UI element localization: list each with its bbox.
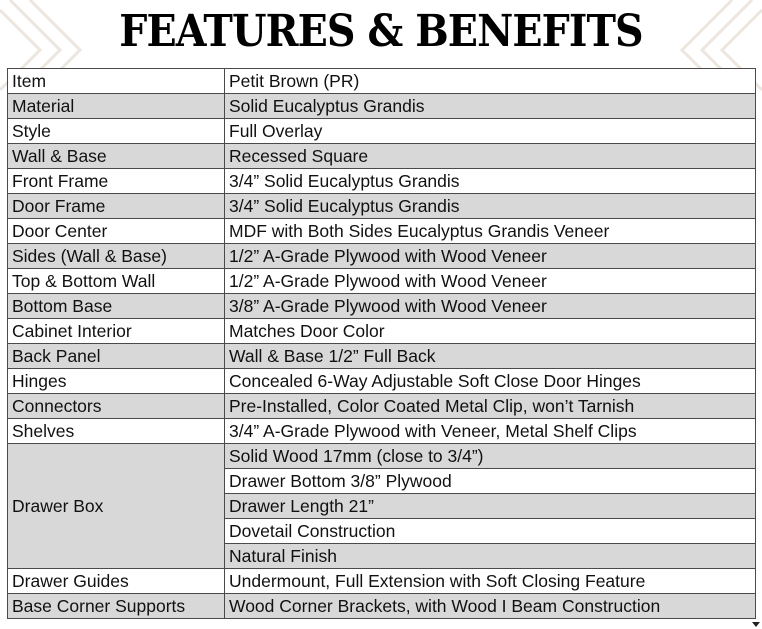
row-label: Hinges <box>8 369 225 394</box>
table-row <box>8 119 756 144</box>
table-row <box>8 219 756 244</box>
table-row <box>8 419 756 444</box>
row-value: 1/2” A-Grade Plywood with Wood Veneer <box>225 244 756 269</box>
table-row <box>8 594 756 619</box>
table-row <box>8 244 756 269</box>
row-value: Pre-Installed, Color Coated Metal Clip, won’t Tarnish <box>225 394 756 419</box>
row-value: 3/4” Solid Eucalyptus Grandis <box>225 169 756 194</box>
features-table <box>7 68 756 619</box>
row-value: 3/8” A-Grade Plywood with Wood Veneer <box>225 294 756 319</box>
row-value: Full Overlay <box>225 119 756 144</box>
table-row <box>8 319 756 344</box>
row-value: Drawer Bottom 3/8” Plywood <box>225 469 756 494</box>
row-label: Shelves <box>8 419 225 444</box>
table-row <box>8 344 756 369</box>
page-title: FEATURES & BENEFITS <box>119 6 643 57</box>
table-row <box>8 369 756 394</box>
table-row <box>8 169 756 194</box>
table-row <box>8 394 756 419</box>
row-label: Style <box>8 119 225 144</box>
row-value: Solid Eucalyptus Grandis <box>225 94 756 119</box>
row-value: Solid Wood 17mm (close to 3/4”) <box>225 444 756 469</box>
row-value: Drawer Length 21” <box>225 494 756 519</box>
row-label: Item <box>8 69 225 94</box>
row-label: Drawer Guides <box>8 569 225 594</box>
row-value: Wall & Base 1/2” Full Back <box>225 344 756 369</box>
row-value: Natural Finish <box>225 544 756 569</box>
table-row <box>8 294 756 319</box>
features-table-body <box>8 69 756 619</box>
table-row <box>8 94 756 119</box>
row-label: Wall & Base <box>8 144 225 169</box>
row-value: 1/2” A-Grade Plywood with Wood Veneer <box>225 269 756 294</box>
row-value: Concealed 6-Way Adjustable Soft Close Door Hinges <box>225 369 756 394</box>
row-value: MDF with Both Sides Eucalyptus Grandis Veneer <box>225 219 756 244</box>
row-value: Petit Brown (PR) <box>225 69 756 94</box>
table-row-drawer-box <box>8 444 756 469</box>
row-value: Matches Door Color <box>225 319 756 344</box>
row-label: Bottom Base <box>8 294 225 319</box>
row-label: Cabinet Interior <box>8 319 225 344</box>
table-row <box>8 194 756 219</box>
row-value: Dovetail Construction <box>225 519 756 544</box>
row-label: Connectors <box>8 394 225 419</box>
row-label: Drawer Box <box>8 444 225 569</box>
row-label: Front Frame <box>8 169 225 194</box>
table-row <box>8 69 756 94</box>
row-label: Door Frame <box>8 194 225 219</box>
row-label: Sides (Wall & Base) <box>8 244 225 269</box>
row-label: Material <box>8 94 225 119</box>
table-row <box>8 569 756 594</box>
row-value: Recessed Square <box>225 144 756 169</box>
row-value: Wood Corner Brackets, with Wood I Beam Construction <box>225 594 756 619</box>
row-label: Base Corner Supports <box>8 594 225 619</box>
row-value: Undermount, Full Extension with Soft Closing Feature <box>225 569 756 594</box>
row-label: Door Center <box>8 219 225 244</box>
row-label: Top & Bottom Wall <box>8 269 225 294</box>
row-value: 3/4” Solid Eucalyptus Grandis <box>225 194 756 219</box>
row-value: 3/4” A-Grade Plywood with Veneer, Metal Shelf Clips <box>225 419 756 444</box>
corner-arrow-icon <box>752 622 760 627</box>
row-label: Back Panel <box>8 344 225 369</box>
table-row <box>8 144 756 169</box>
table-row <box>8 269 756 294</box>
